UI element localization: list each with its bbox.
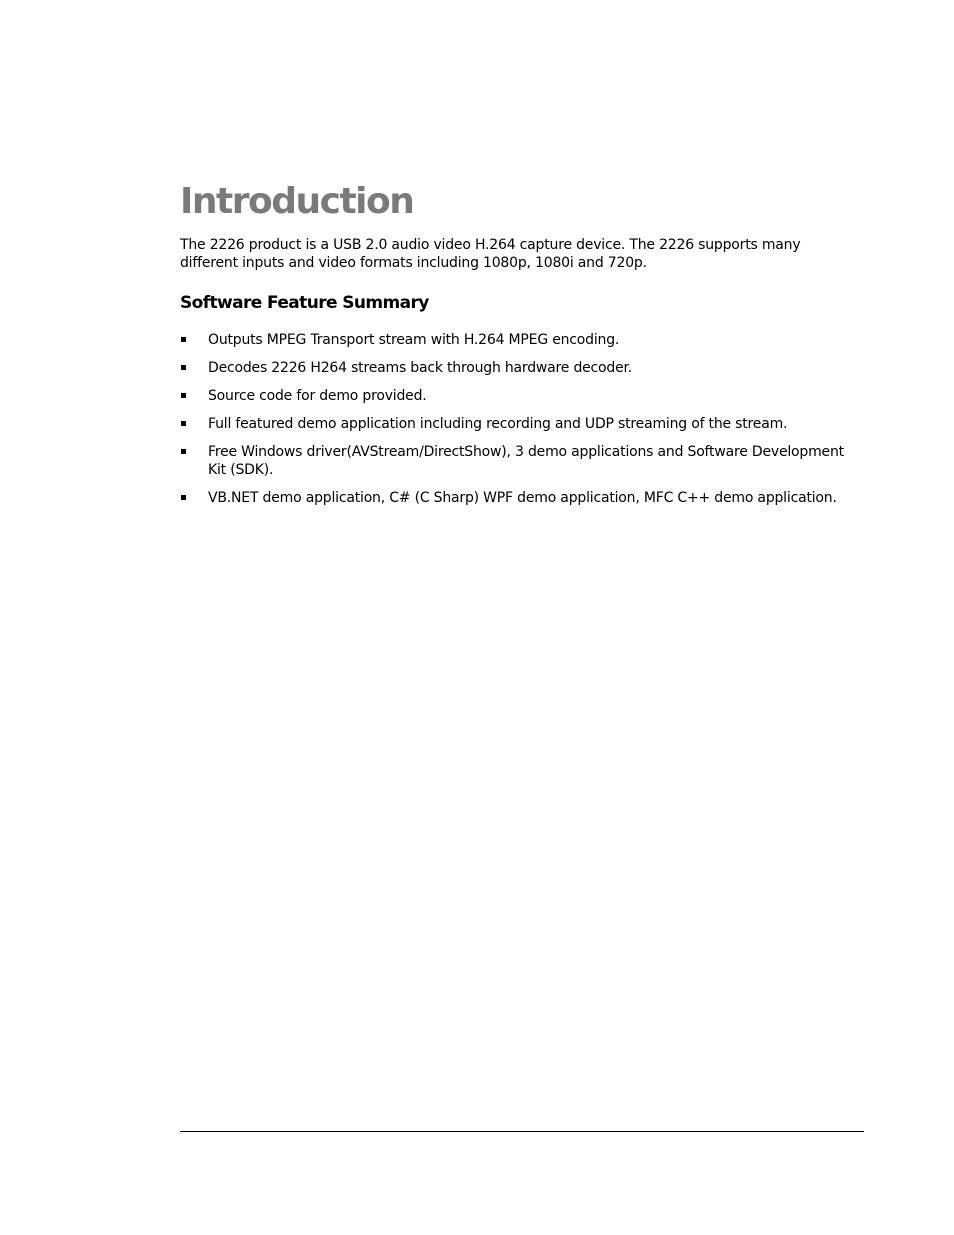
square-bullet-icon [181,449,186,454]
list-item-text: Free Windows driver(AVStream/DirectShow), 3 demo applications and Software Development Kit (SDK). [208,444,844,478]
footer-rule [180,1131,864,1132]
square-bullet-icon [181,365,186,370]
page-title: Introduction [180,181,414,222]
list-item [180,331,860,349]
list-item-text: Decodes 2226 H264 streams back through hardware decoder. [208,360,633,376]
list-item-text: Full featured demo application including recording and UDP streaming of the stream. [208,416,788,432]
list-item [180,415,860,433]
list-item-text: Source code for demo provided. [208,388,427,404]
feature-list [180,331,860,507]
square-bullet-icon [181,495,186,500]
section-heading: Software Feature Summary [180,293,429,313]
list-item-text: Outputs MPEG Transport stream with H.264 MPEG encoding. [208,332,620,348]
square-bullet-icon [181,393,186,398]
list-item-text: VB.NET demo application, C# (C Sharp) WPF demo application, MFC C++ demo application. [208,490,837,506]
square-bullet-icon [181,337,186,342]
list-item [180,387,860,405]
intro-paragraph: The 2226 product is a USB 2.0 audio video H.264 capture device. The 2226 supports many different inputs and video formats including 1080p, 1080i and 720p. [180,237,801,271]
square-bullet-icon [181,421,186,426]
list-item [180,489,860,507]
list-item [180,359,860,377]
page-content [180,178,860,517]
list-item [180,443,860,479]
